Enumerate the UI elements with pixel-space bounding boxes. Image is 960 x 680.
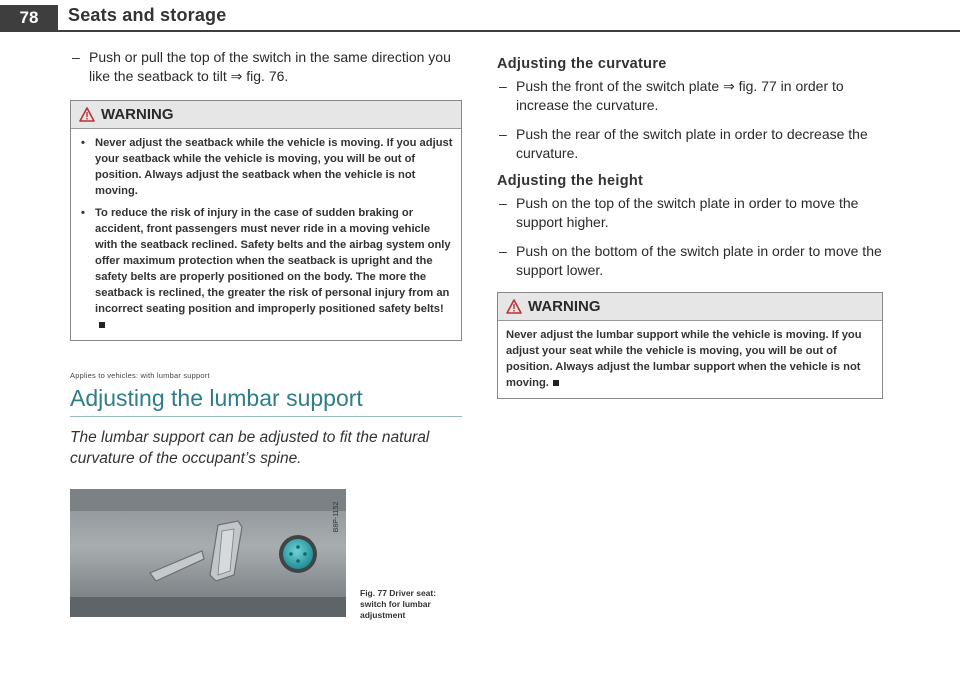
warning-triangle-icon [79, 107, 95, 122]
warning-text: Never adjust the lumbar support while the vehicle is moving. If you adjust your seat while the vehicle is moving, you will be out of position. Always adjust the lumbar support when the vehicle is not moving. [506, 329, 862, 389]
figure-code: B8P-1152 [333, 501, 340, 533]
warning-heading [71, 101, 461, 129]
warning-item-last [79, 205, 453, 333]
warning-text-line [506, 327, 874, 391]
right-column [497, 52, 883, 399]
applies-note: Applies to vehicles: with lumbar support [70, 371, 210, 380]
lumbar-warning-box [497, 292, 883, 399]
page-header [0, 0, 960, 40]
curvature-heading: Adjusting the curvature [497, 56, 667, 72]
warning-label: WARNING [101, 106, 174, 123]
section-title: Adjusting the lumbar support [70, 385, 462, 417]
curvature-step: – Push the front of the switch plate ⇒ fig. 77 in order to increase the curvature. [497, 77, 883, 115]
header-rule [0, 30, 960, 32]
warning-item-text: To reduce the risk of injury in the case of sudden braking or accident, front passengers must never ride in a moving vehicle with the seatback reclined. Safety belts and the airbag system only offer maximum protection when the seatback is upright and the safety belts are properly positioned on the body. The more the seatback is reclined, the greater the risk of personal injury from an incorrect seating position and improperly positioned safety belts! [95, 207, 451, 315]
figure-77 [70, 489, 462, 629]
lumbar-switch-illustration [70, 489, 346, 617]
warning-triangle-icon [506, 299, 522, 314]
warning-heading [498, 293, 882, 321]
page-number: 78 [0, 5, 58, 31]
tilt-instruction: – Push or pull the top of the switch in the same direction you like the seatback to tilt ⇒ fig. 76. [70, 48, 462, 86]
curvature-step: – Push the rear of the switch plate in order to decrease the curvature. [497, 125, 883, 163]
section-intro: The lumbar support can be adjusted to fit the natural curvature of the occupant’s spine. [70, 429, 430, 467]
height-step: – Push on the top of the switch plate in order to move the support higher. [497, 194, 883, 232]
figure-caption: Fig. 77 Driver seat: switch for lumbar adjustment [360, 588, 437, 620]
height-heading: Adjusting the height [497, 173, 644, 189]
warning-body [498, 321, 882, 398]
height-step: – Push on the bottom of the switch plate in order to move the support lower. [497, 242, 883, 280]
end-of-section-icon [553, 380, 559, 386]
end-of-section-icon [99, 322, 105, 328]
warning-item: • Never adjust the seatback while the vehicle is moving. If you adjust your seatback while the vehicle is moving, you will be out of position. Always adjust the seatback when the vehicle is not moving. [79, 135, 453, 199]
running-title: Seats and storage [68, 5, 227, 25]
left-column [70, 48, 462, 629]
warning-body [71, 129, 461, 340]
seatback-warning-box [70, 100, 462, 341]
warning-label: WARNING [528, 298, 601, 315]
